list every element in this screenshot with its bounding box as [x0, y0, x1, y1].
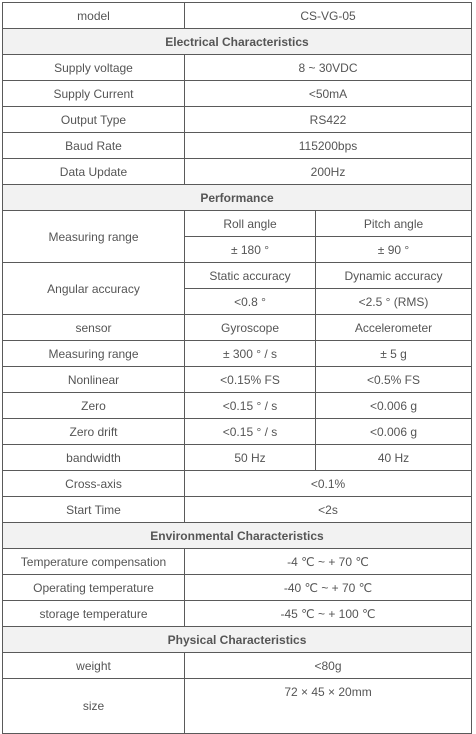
- row-label: Cross-axis: [3, 471, 185, 497]
- row-value: <0.1%: [185, 471, 472, 497]
- table-row: [3, 393, 472, 419]
- row-label: weight: [3, 653, 185, 679]
- column-header: Roll angle: [185, 211, 316, 237]
- row-value: <80g: [185, 653, 472, 679]
- column-header: Pitch angle: [316, 211, 472, 237]
- table-row: [3, 471, 472, 497]
- spec-table: [2, 2, 472, 734]
- row-label: Zero: [3, 393, 185, 419]
- row-label: size: [3, 679, 185, 734]
- row-value: <0.15 ° / s: [185, 419, 316, 445]
- section-title-electrical: Electrical Characteristics: [3, 29, 472, 55]
- row-label: Temperature compensation: [3, 549, 185, 575]
- row-value: ± 5 g: [316, 341, 472, 367]
- row-value: <2s: [185, 497, 472, 523]
- column-header: Gyroscope: [185, 315, 316, 341]
- column-header: Dynamic accuracy: [316, 263, 472, 289]
- column-header: Static accuracy: [185, 263, 316, 289]
- table-row: [3, 159, 472, 185]
- row-value: 50 Hz: [185, 445, 316, 471]
- table-row: [3, 341, 472, 367]
- row-label: Baud Rate: [3, 133, 185, 159]
- column-header: Accelerometer: [316, 315, 472, 341]
- row-value: ± 300 ° / s: [185, 341, 316, 367]
- row-value: ± 90 °: [316, 237, 472, 263]
- row-value: <0.15 ° / s: [185, 393, 316, 419]
- row-value: 115200bps: [185, 133, 472, 159]
- row-value: <0.006 g: [316, 419, 472, 445]
- table-row: [3, 549, 472, 575]
- row-value: <50mA: [185, 81, 472, 107]
- table-row: [3, 653, 472, 679]
- table-row: [3, 367, 472, 393]
- row-label: Supply Current: [3, 81, 185, 107]
- row-value: 72 × 45 × 20mm: [185, 679, 472, 734]
- row-label: Angular accuracy: [3, 263, 185, 315]
- row-value: 40 Hz: [316, 445, 472, 471]
- section-title-physical: Physical Characteristics: [3, 627, 472, 653]
- row-value: <0.15% FS: [185, 367, 316, 393]
- row-label: Zero drift: [3, 419, 185, 445]
- section-title-performance: Performance: [3, 185, 472, 211]
- row-label: Measuring range: [3, 341, 185, 367]
- row-value: <0.8 °: [185, 289, 316, 315]
- row-label: Output Type: [3, 107, 185, 133]
- table-row: [3, 315, 472, 341]
- section-electrical: [3, 29, 472, 55]
- section-title-environmental: Environmental Characteristics: [3, 523, 472, 549]
- table-row: [3, 211, 472, 237]
- row-value: <0.5% FS: [316, 367, 472, 393]
- row-value: -4 ℃ ~ + 70 ℃: [185, 549, 472, 575]
- row-value: -40 ℃ ~ + 70 ℃: [185, 575, 472, 601]
- table-row: [3, 55, 472, 81]
- row-label: Nonlinear: [3, 367, 185, 393]
- table-row: [3, 575, 472, 601]
- row-value: -45 ℃ ~ + 100 ℃: [185, 601, 472, 627]
- section-environmental: [3, 523, 472, 549]
- table-row-model: [3, 3, 472, 29]
- table-row: [3, 107, 472, 133]
- row-label: Operating temperature: [3, 575, 185, 601]
- row-value: 200Hz: [185, 159, 472, 185]
- model-label: model: [3, 3, 185, 29]
- table-row: [3, 679, 472, 734]
- table-row: [3, 497, 472, 523]
- table-row: [3, 81, 472, 107]
- row-label: Measuring range: [3, 211, 185, 263]
- row-value: <0.006 g: [316, 393, 472, 419]
- row-label: storage temperature: [3, 601, 185, 627]
- row-label: Start Time: [3, 497, 185, 523]
- row-label: Supply voltage: [3, 55, 185, 81]
- row-label: Data Update: [3, 159, 185, 185]
- row-label: sensor: [3, 315, 185, 341]
- table-row: [3, 601, 472, 627]
- section-performance: [3, 185, 472, 211]
- table-row: [3, 133, 472, 159]
- model-value: CS-VG-05: [185, 3, 472, 29]
- table-row: [3, 445, 472, 471]
- row-value: ± 180 °: [185, 237, 316, 263]
- row-value: 8 ~ 30VDC: [185, 55, 472, 81]
- section-physical: [3, 627, 472, 653]
- row-value: RS422: [185, 107, 472, 133]
- table-row: [3, 263, 472, 289]
- row-label: bandwidth: [3, 445, 185, 471]
- row-value: <2.5 ° (RMS): [316, 289, 472, 315]
- table-row: [3, 419, 472, 445]
